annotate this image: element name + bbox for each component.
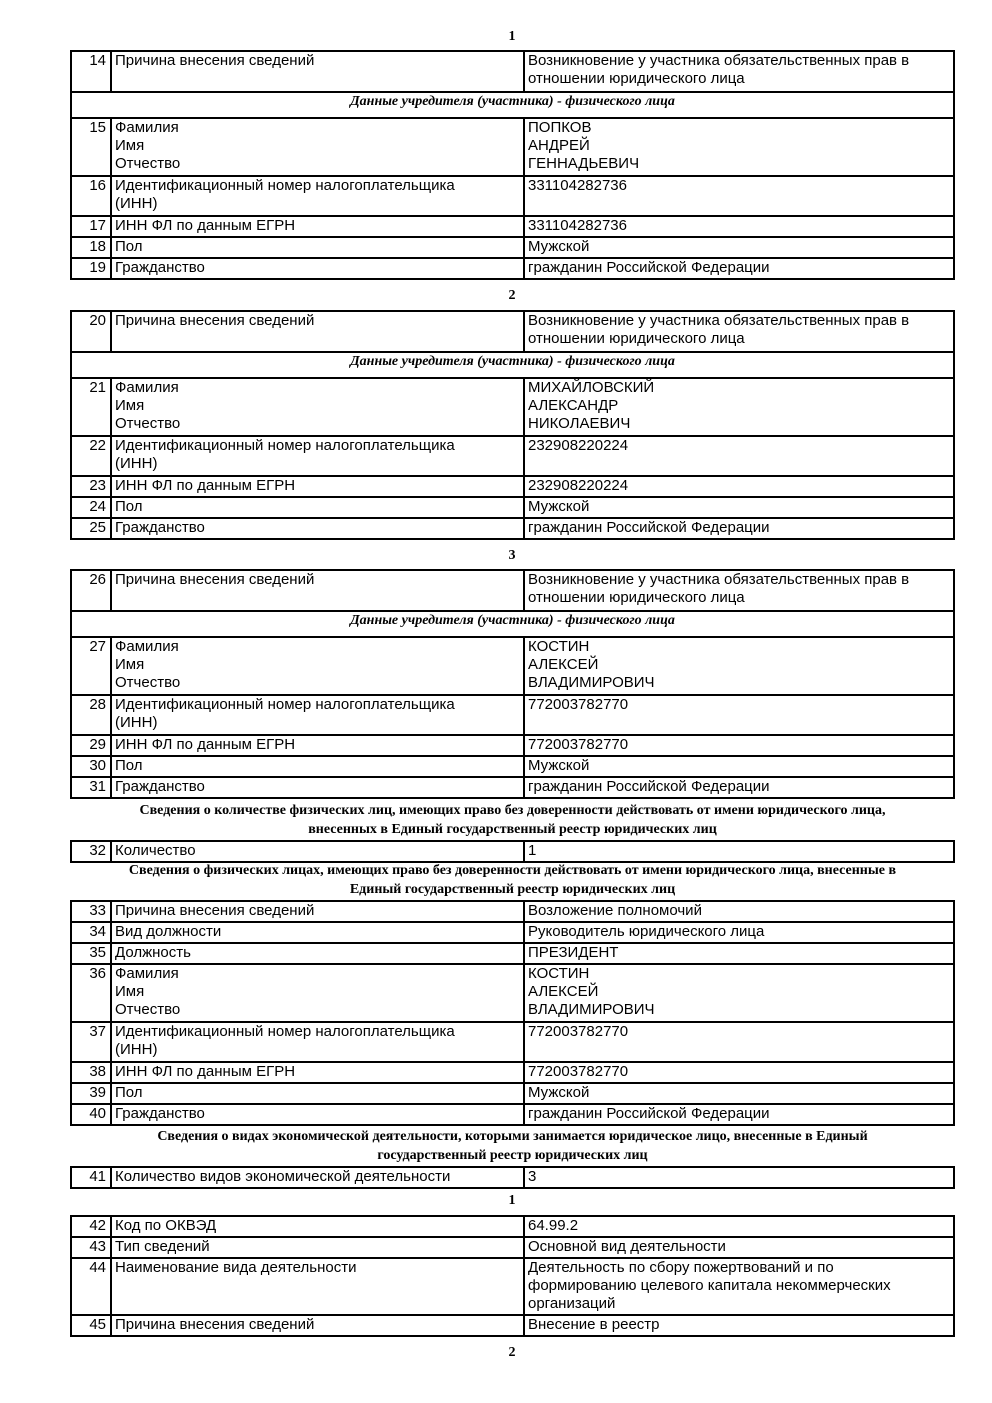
row-number: 38 [71, 1062, 111, 1083]
field-value: 772003782770 [524, 735, 954, 756]
label-line: Отчество [115, 415, 181, 432]
label-line: Фамилия [115, 119, 179, 136]
section-title [71, 1127, 954, 1165]
title-line: Сведения о видах экономической деятельности, которыми занимается юридическое лицо, внесенные в Единый [157, 1129, 868, 1144]
table-row [71, 118, 954, 176]
row-number: 22 [71, 436, 111, 476]
table-row [71, 1022, 954, 1062]
label-line: Имя [115, 656, 145, 673]
table-row [71, 258, 954, 279]
row-number: 17 [71, 216, 111, 237]
table-row [71, 436, 954, 476]
field-value: 772003782770 [524, 1022, 954, 1062]
field-label: Причина внесения сведений [111, 570, 524, 611]
table-row [71, 570, 954, 611]
row-number: 16 [71, 176, 111, 216]
field-label: Пол [111, 497, 524, 518]
table-row [71, 1104, 954, 1125]
field-value: Мужской [524, 756, 954, 777]
row-number: 43 [71, 1237, 111, 1258]
table-row [71, 92, 954, 118]
founder-table [70, 50, 955, 280]
title-line: Сведения о количестве физических лиц, имеющих право без доверенности действовать от имени юридического лица, [139, 803, 886, 818]
table-row [71, 922, 954, 943]
row-number: 26 [71, 570, 111, 611]
table-row [71, 518, 954, 539]
label-line: Имя [115, 983, 145, 1000]
label-line: Фамилия [115, 379, 179, 396]
row-number: 35 [71, 943, 111, 964]
founder-header: Данные учредителя (участника) - физического лица [71, 352, 954, 378]
field-label: Пол [111, 756, 524, 777]
row-number: 28 [71, 695, 111, 735]
value-line: ВЛАДИМИРОВИЧ [528, 1001, 655, 1018]
table-row [71, 1216, 954, 1237]
value-line: КОСТИН [528, 965, 590, 982]
field-label: Пол [111, 1083, 524, 1104]
director-table [70, 900, 955, 1126]
value-line: отношении юридического лица [528, 589, 745, 606]
field-label: Причина внесения сведений [111, 901, 524, 922]
field-value [524, 1258, 954, 1315]
field-value: 64.99.2 [524, 1216, 954, 1237]
table-row [71, 637, 954, 695]
field-label: Гражданство [111, 777, 524, 798]
field-value [524, 964, 954, 1022]
founder-header: Данные учредителя (участника) - физического лица [71, 92, 954, 118]
label-line: Отчество [115, 674, 181, 691]
label-line: Фамилия [115, 638, 179, 655]
value-line: Возникновение у участника обязательственных прав в [528, 52, 910, 69]
row-number: 37 [71, 1022, 111, 1062]
value-line: Возникновение у участника обязательственных прав в [528, 312, 910, 329]
section-title [71, 801, 954, 839]
field-label [111, 964, 524, 1022]
value-line: НИКОЛАЕВИЧ [528, 415, 631, 432]
row-number: 39 [71, 1083, 111, 1104]
table-row [71, 695, 954, 735]
field-value: гражданин Российской Федерации [524, 258, 954, 279]
value-line: формированию целевого капитала некоммерческих [528, 1277, 891, 1294]
section-title [71, 861, 954, 899]
field-label [111, 436, 524, 476]
row-number: 44 [71, 1258, 111, 1315]
value-line: ВЛАДИМИРОВИЧ [528, 674, 655, 691]
field-value [524, 637, 954, 695]
field-label [111, 176, 524, 216]
activity-count-table [70, 1166, 955, 1189]
label-line: (ИНН) [115, 195, 158, 212]
row-number: 41 [71, 1167, 111, 1188]
row-number: 23 [71, 476, 111, 497]
label-line: (ИНН) [115, 455, 158, 472]
field-value: Руководитель юридического лица [524, 922, 954, 943]
value-line: МИХАЙЛОВСКИЙ [528, 379, 655, 396]
table-row [71, 1083, 954, 1104]
field-value [524, 118, 954, 176]
field-label: Причина внесения сведений [111, 1315, 524, 1336]
field-label [111, 118, 524, 176]
table-row [71, 943, 954, 964]
label-line: (ИНН) [115, 714, 158, 731]
field-label [111, 1022, 524, 1062]
field-label: Пол [111, 237, 524, 258]
field-value: Возложение полномочий [524, 901, 954, 922]
field-label: Должность [111, 943, 524, 964]
field-label: Количество видов экономической деятельности [111, 1167, 524, 1188]
value-line: отношении юридического лица [528, 70, 745, 87]
section-number: 3 [508, 548, 516, 563]
label-line: Имя [115, 397, 145, 414]
table-row [71, 311, 954, 352]
field-value: 772003782770 [524, 695, 954, 735]
okved-table [70, 1215, 955, 1337]
section-number: 1 [508, 1193, 516, 1208]
field-label: Гражданство [111, 258, 524, 279]
row-number: 24 [71, 497, 111, 518]
table-row [71, 352, 954, 378]
label-line: Идентификационный номер налогоплательщика [115, 177, 455, 194]
row-number: 27 [71, 637, 111, 695]
field-value: 1 [524, 841, 954, 862]
field-label: Гражданство [111, 518, 524, 539]
field-value: 232908220224 [524, 436, 954, 476]
field-value [524, 378, 954, 436]
field-label: Наименование вида деятельности [111, 1258, 524, 1315]
field-label: Количество [111, 841, 524, 862]
row-number: 19 [71, 258, 111, 279]
value-line: отношении юридического лица [528, 330, 745, 347]
field-value [524, 311, 954, 352]
section-number: 1 [508, 29, 516, 44]
row-number: 33 [71, 901, 111, 922]
field-label: Вид должности [111, 922, 524, 943]
row-number: 36 [71, 964, 111, 1022]
table-row [71, 497, 954, 518]
title-line: государственный реестр юридических лиц [377, 1148, 648, 1163]
table-row [71, 611, 954, 637]
title-line: Сведения о физических лицах, имеющих право без доверенности действовать от имени юридического лица, внесенные в [128, 863, 897, 878]
value-line: АЛЕКСЕЙ [528, 983, 599, 1000]
label-line: Идентификационный номер налогоплательщика [115, 1023, 455, 1040]
field-value: Внесение в реестр [524, 1315, 954, 1336]
field-label: ИНН ФЛ по данным ЕГРН [111, 1062, 524, 1083]
value-line: КОСТИН [528, 638, 590, 655]
table-row [71, 237, 954, 258]
row-number: 29 [71, 735, 111, 756]
table-row [71, 777, 954, 798]
label-line: Отчество [115, 1001, 181, 1018]
label-line: Отчество [115, 155, 181, 172]
label-line: Имя [115, 137, 145, 154]
field-label [111, 637, 524, 695]
field-value: гражданин Российской Федерации [524, 777, 954, 798]
row-number: 21 [71, 378, 111, 436]
field-label: Гражданство [111, 1104, 524, 1125]
section-number: 2 [508, 1345, 516, 1360]
table-row [71, 841, 954, 862]
section-number: 2 [508, 288, 516, 303]
field-value: 331104282736 [524, 216, 954, 237]
value-line: ГЕННАДЬЕВИЧ [528, 155, 640, 172]
field-value: 232908220224 [524, 476, 954, 497]
field-value: гражданин Российской Федерации [524, 1104, 954, 1125]
table-row [71, 964, 954, 1022]
table-row [71, 1062, 954, 1083]
row-number: 32 [71, 841, 111, 862]
field-value: 3 [524, 1167, 954, 1188]
table-row [71, 1315, 954, 1336]
row-number: 25 [71, 518, 111, 539]
table-row [71, 1237, 954, 1258]
field-label: ИНН ФЛ по данным ЕГРН [111, 476, 524, 497]
table-row [71, 901, 954, 922]
row-number: 30 [71, 756, 111, 777]
field-label [111, 695, 524, 735]
field-value: гражданин Российской Федерации [524, 518, 954, 539]
row-number: 31 [71, 777, 111, 798]
row-number: 34 [71, 922, 111, 943]
founder-header: Данные учредителя (участника) - физического лица [71, 611, 954, 637]
field-label: Тип сведений [111, 1237, 524, 1258]
table-row [71, 476, 954, 497]
row-number: 20 [71, 311, 111, 352]
value-line: ПОПКОВ [528, 119, 592, 136]
table-row [71, 756, 954, 777]
row-number: 15 [71, 118, 111, 176]
field-label: Причина внесения сведений [111, 51, 524, 92]
table-row [71, 216, 954, 237]
count-table [70, 840, 955, 863]
row-number: 42 [71, 1216, 111, 1237]
field-label: ИНН ФЛ по данным ЕГРН [111, 216, 524, 237]
field-value [524, 51, 954, 92]
field-label: Причина внесения сведений [111, 311, 524, 352]
field-label: ИНН ФЛ по данным ЕГРН [111, 735, 524, 756]
table-row [71, 176, 954, 216]
field-label [111, 378, 524, 436]
value-line: АНДРЕЙ [528, 137, 590, 154]
value-line: АЛЕКСАНДР [528, 397, 619, 414]
value-line: организаций [528, 1295, 616, 1312]
row-number: 18 [71, 237, 111, 258]
field-value: 331104282736 [524, 176, 954, 216]
value-line: Возникновение у участника обязательственных прав в [528, 571, 910, 588]
label-line: Идентификационный номер налогоплательщика [115, 696, 455, 713]
founder-table [70, 569, 955, 799]
table-row [71, 1167, 954, 1188]
table-row [71, 735, 954, 756]
label-line: Идентификационный номер налогоплательщика [115, 437, 455, 454]
row-number: 40 [71, 1104, 111, 1125]
title-line: внесенных в Единый государственный реестр юридических лиц [308, 822, 717, 837]
table-row [71, 1258, 954, 1315]
field-value: ПРЕЗИДЕНТ [524, 943, 954, 964]
title-line: Единый государственный реестр юридических лиц [349, 882, 676, 897]
label-line: (ИНН) [115, 1041, 158, 1058]
field-value: 772003782770 [524, 1062, 954, 1083]
value-line: АЛЕКСЕЙ [528, 656, 599, 673]
label-line: Фамилия [115, 965, 179, 982]
value-line: Деятельность по сбору пожертвований и по [528, 1259, 834, 1276]
field-label: Код по ОКВЭД [111, 1216, 524, 1237]
table-row [71, 378, 954, 436]
field-value: Основной вид деятельности [524, 1237, 954, 1258]
table-row [71, 51, 954, 92]
row-number: 45 [71, 1315, 111, 1336]
field-value [524, 570, 954, 611]
field-value: Мужской [524, 237, 954, 258]
field-value: Мужской [524, 1083, 954, 1104]
founder-table [70, 310, 955, 540]
field-value: Мужской [524, 497, 954, 518]
row-number: 14 [71, 51, 111, 92]
